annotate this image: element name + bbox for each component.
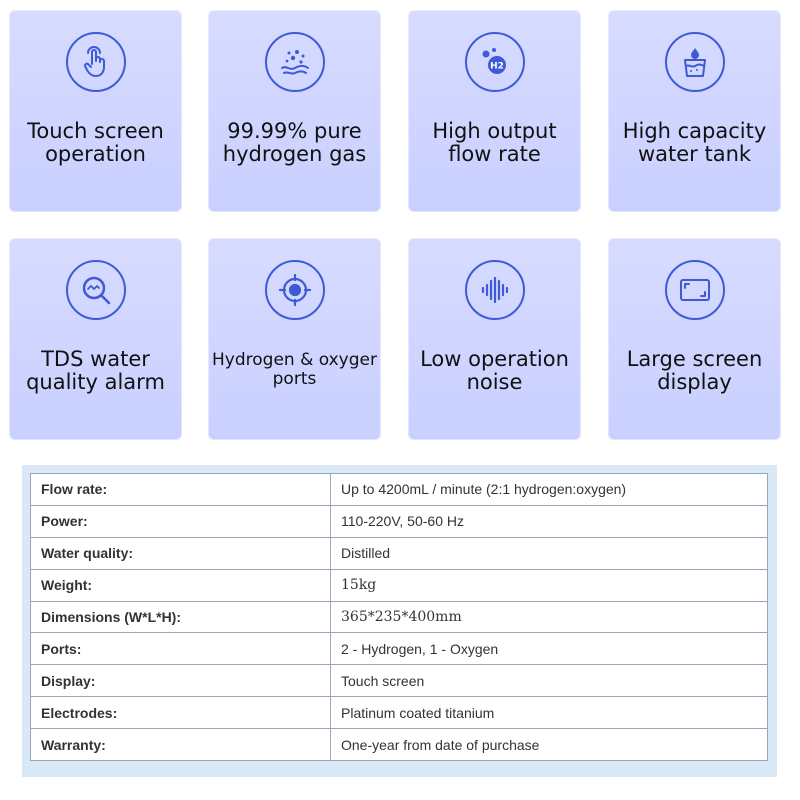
feature-card-ports	[208, 238, 381, 440]
touch-hand-icon	[66, 32, 126, 92]
feature-label: Low operation noise	[420, 347, 569, 394]
spec-value: Distilled	[331, 537, 768, 569]
feature-card-tds-alarm	[9, 238, 182, 440]
spec-value: Touch screen	[331, 665, 768, 697]
table-row	[31, 537, 768, 569]
spec-key: Water quality:	[31, 537, 331, 569]
spec-value: Up to 4200mL / minute (2:1 hydrogen:oxygen)	[331, 474, 768, 506]
screen-icon	[665, 260, 725, 320]
feature-label: High output flow rate	[432, 119, 557, 166]
feature-label: TDS water quality alarm	[26, 347, 165, 394]
spec-value: 365*235*400mm	[331, 601, 768, 633]
feature-card-large-screen	[608, 238, 781, 440]
spec-key: Weight:	[31, 569, 331, 601]
table-row	[31, 729, 768, 761]
spec-key: Flow rate:	[31, 474, 331, 506]
spec-key: Warranty:	[31, 729, 331, 761]
spec-key: Dimensions (W*L*H):	[31, 601, 331, 633]
magnifier-icon	[66, 260, 126, 320]
spec-key: Electrodes:	[31, 697, 331, 729]
table-row	[31, 697, 768, 729]
spec-table-container	[22, 465, 777, 777]
table-row	[31, 474, 768, 506]
bubbles-icon	[265, 32, 325, 92]
spec-key: Ports:	[31, 633, 331, 665]
feature-card-pure-hydrogen	[208, 10, 381, 212]
table-row	[31, 601, 768, 633]
sound-wave-icon	[465, 260, 525, 320]
feature-card-low-noise	[408, 238, 581, 440]
table-row	[31, 665, 768, 697]
water-tank-icon	[665, 32, 725, 92]
feature-label: Large screen display	[626, 347, 763, 394]
table-row	[31, 569, 768, 601]
target-icon	[265, 260, 325, 320]
spec-value: 110-220V, 50-60 Hz	[331, 505, 768, 537]
table-row	[31, 505, 768, 537]
table-row	[31, 633, 768, 665]
spec-value: 2 - Hydrogen, 1 - Oxygen	[331, 633, 768, 665]
h2-molecule-icon	[465, 32, 525, 92]
feature-label: 99.99% pure hydrogen gas	[222, 119, 367, 166]
feature-label: Hydrogen & oxyger ports	[212, 350, 377, 389]
spec-value: 15kg	[331, 569, 768, 601]
spec-key: Display:	[31, 665, 331, 697]
feature-card-touch-screen	[9, 10, 182, 212]
spec-value: Platinum coated titanium	[331, 697, 768, 729]
feature-label: Touch screen operation	[27, 119, 164, 166]
spec-value: One-year from date of purchase	[331, 729, 768, 761]
svg-text:H2: H2	[489, 61, 504, 72]
feature-label: High capacity water tank	[622, 119, 767, 166]
spec-key: Power:	[31, 505, 331, 537]
feature-card-output-flow	[408, 10, 581, 212]
feature-card-water-tank	[608, 10, 781, 212]
spec-table	[30, 473, 768, 761]
